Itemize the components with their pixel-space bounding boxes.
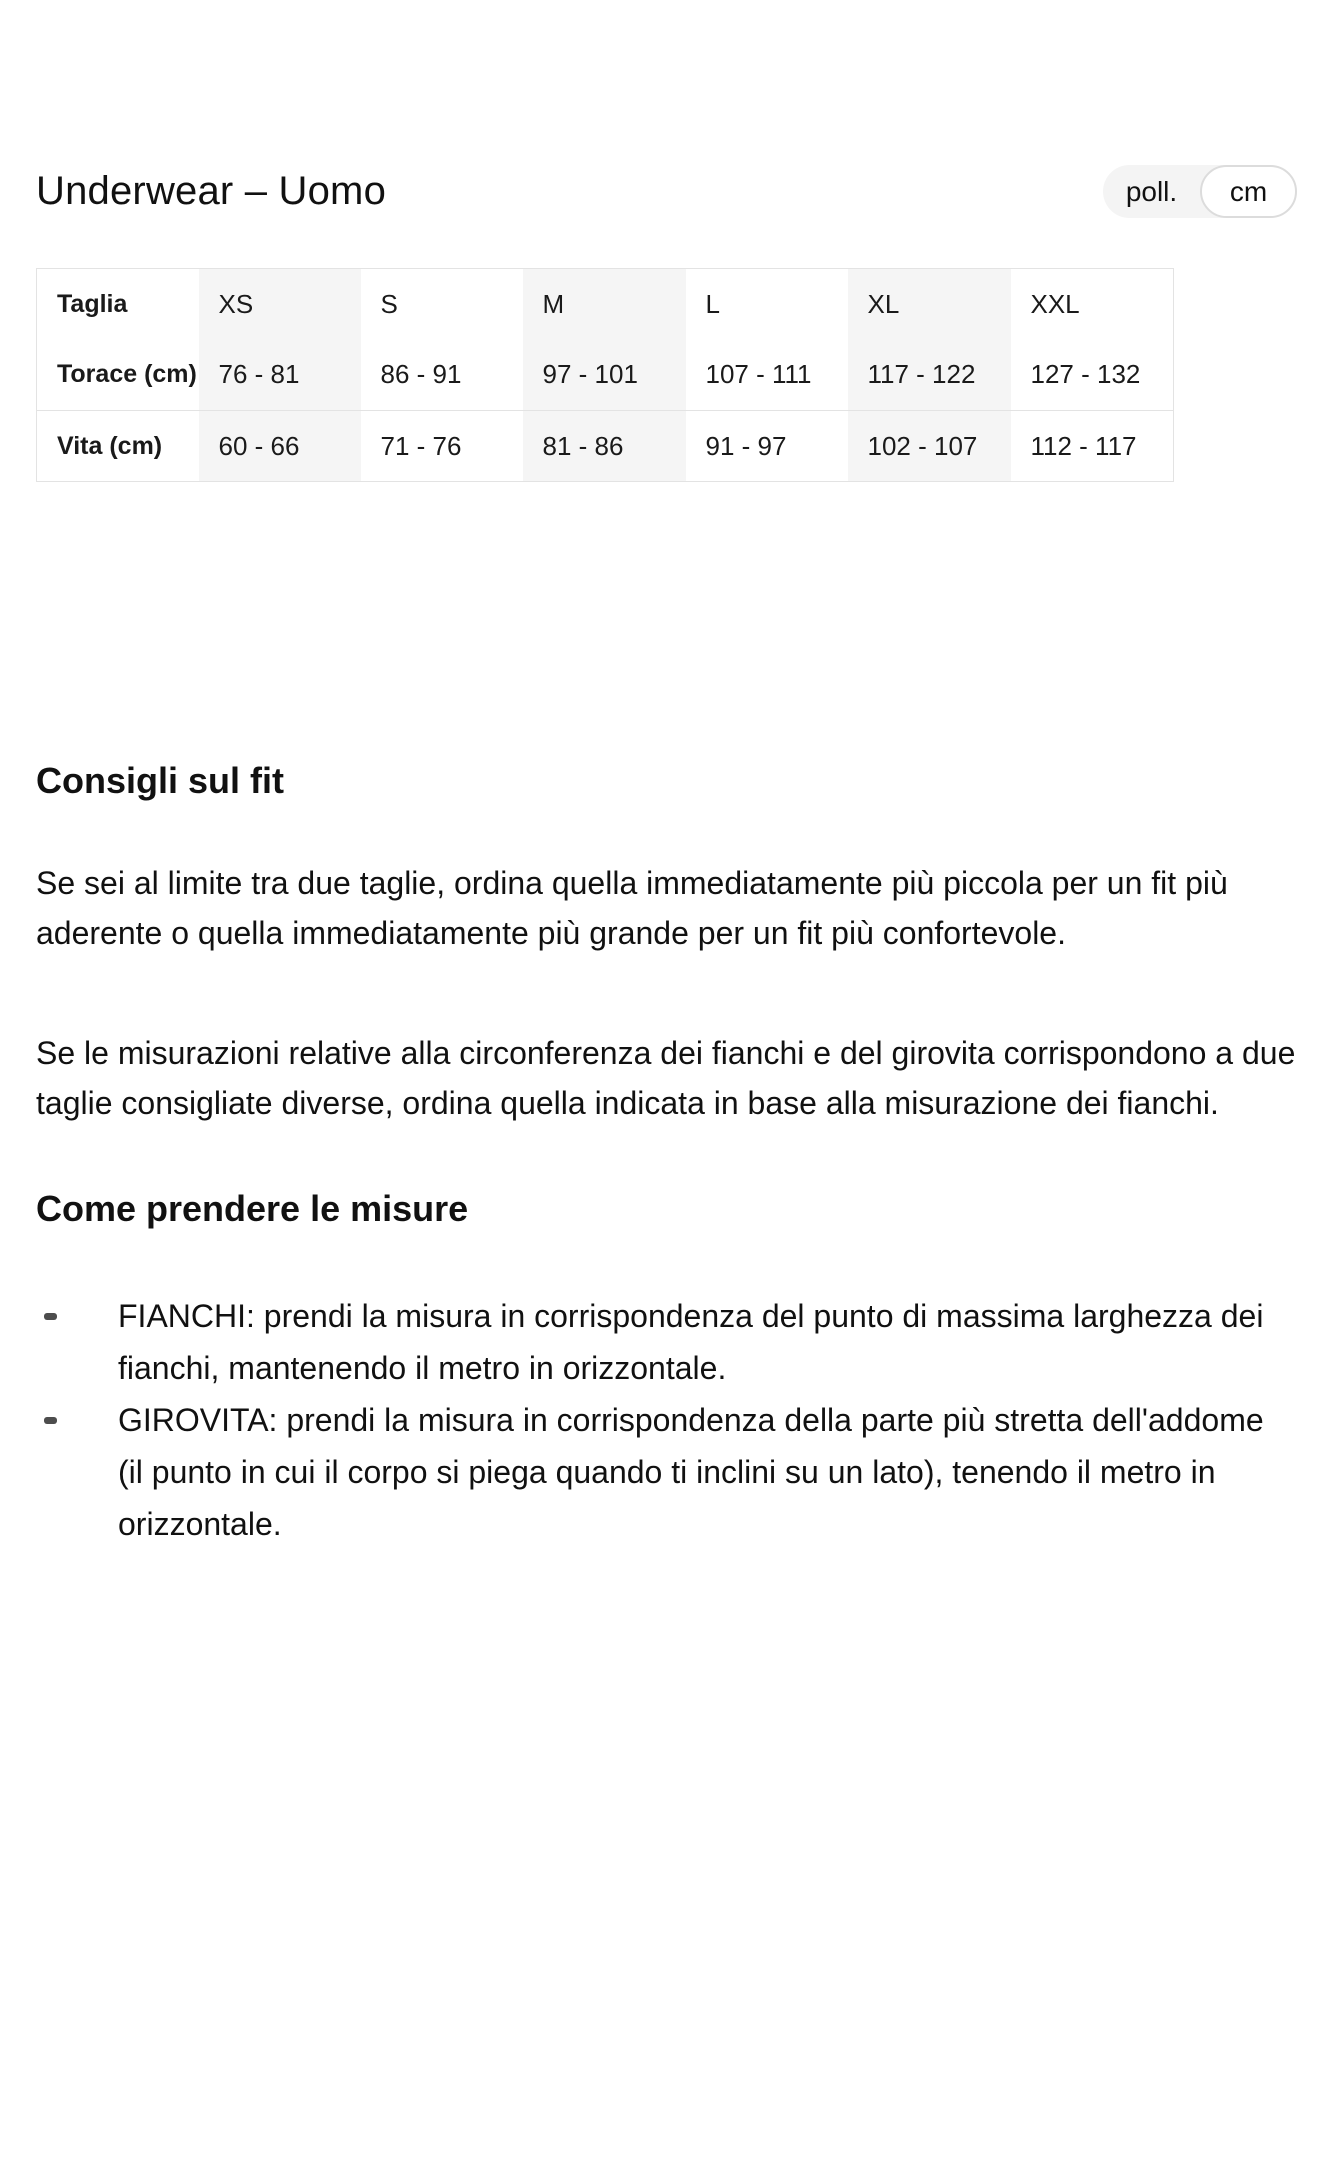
unit-toggle (1103, 165, 1297, 218)
table-row-torace (37, 340, 1174, 411)
row-label-vita: Vita (cm) (57, 431, 163, 460)
bullet-dash-icon (44, 1313, 57, 1320)
table-row-vita (37, 411, 1174, 482)
table-header-row (37, 269, 1174, 340)
bullet-dash-icon (44, 1417, 57, 1424)
header-cell-taglia: Taglia (57, 289, 128, 318)
unit-option-inches[interactable]: poll. (1103, 165, 1200, 218)
measure-guide-heading: Come prendere le misure (36, 1188, 469, 1229)
cell-vita-m: 81 - 86 (523, 411, 686, 482)
header-cell-s: S (380, 288, 398, 319)
list-item-fianchi (36, 1290, 1297, 1394)
fit-advice-heading: Consigli sul fit (36, 760, 284, 801)
cell-vita-l: 91 - 97 (705, 430, 787, 461)
size-chart-table (36, 268, 1174, 482)
list-item-text: FIANCHI: prendi la misura in corrispondenza del punto di massima larghezza dei fianchi, mantenendo il metro in orizzontale. (118, 1298, 1264, 1386)
header-cell-xxl: XXL (1030, 288, 1080, 319)
cell-vita-xl: 102 - 107 (848, 411, 1011, 482)
header-cell-l: L (705, 288, 720, 319)
fit-advice-paragraph-2: Se le misurazioni relative alla circonferenza dei fianchi e del girovita corrispondono a due taglie consigliate diverse, ordina quella indicata in base alla misurazione dei fianchi. (36, 1035, 1296, 1121)
measure-guide-list (36, 1290, 1297, 1550)
cell-torace-xl: 117 - 122 (848, 340, 1011, 411)
unit-option-cm[interactable]: cm (1200, 165, 1297, 218)
page-header (36, 165, 1297, 218)
cell-torace-m: 97 - 101 (523, 340, 686, 411)
list-item-girovita (36, 1394, 1297, 1550)
cell-vita-xxl: 112 - 117 (1030, 430, 1137, 461)
cell-torace-xs: 76 - 81 (199, 340, 361, 411)
page-title: Underwear – Uomo (36, 169, 387, 213)
cell-torace-l: 107 - 111 (705, 359, 812, 390)
header-cell-m: M (523, 269, 686, 340)
header-cell-xs: XS (199, 269, 361, 340)
cell-torace-xxl: 127 - 132 (1030, 359, 1141, 390)
cell-torace-s: 86 - 91 (380, 359, 462, 390)
size-guide-page (0, 165, 1333, 1550)
list-item-text: GIROVITA: prendi la misura in corrispondenza della parte più stretta dell'addome (il punto in cui il corpo si piega quando ti inclini su un lato), tenendo il metro in orizzontale. (118, 1402, 1264, 1542)
cell-vita-xs: 60 - 66 (199, 411, 361, 482)
header-cell-xl: XL (848, 269, 1011, 340)
row-label-torace: Torace (cm) (57, 360, 197, 389)
fit-advice-paragraph-1: Se sei al limite tra due taglie, ordina quella immediatamente più piccola per un fit più aderente o quella immediatamente più grande per un fit più confortevole. (36, 865, 1228, 951)
cell-vita-s: 71 - 76 (380, 430, 462, 461)
